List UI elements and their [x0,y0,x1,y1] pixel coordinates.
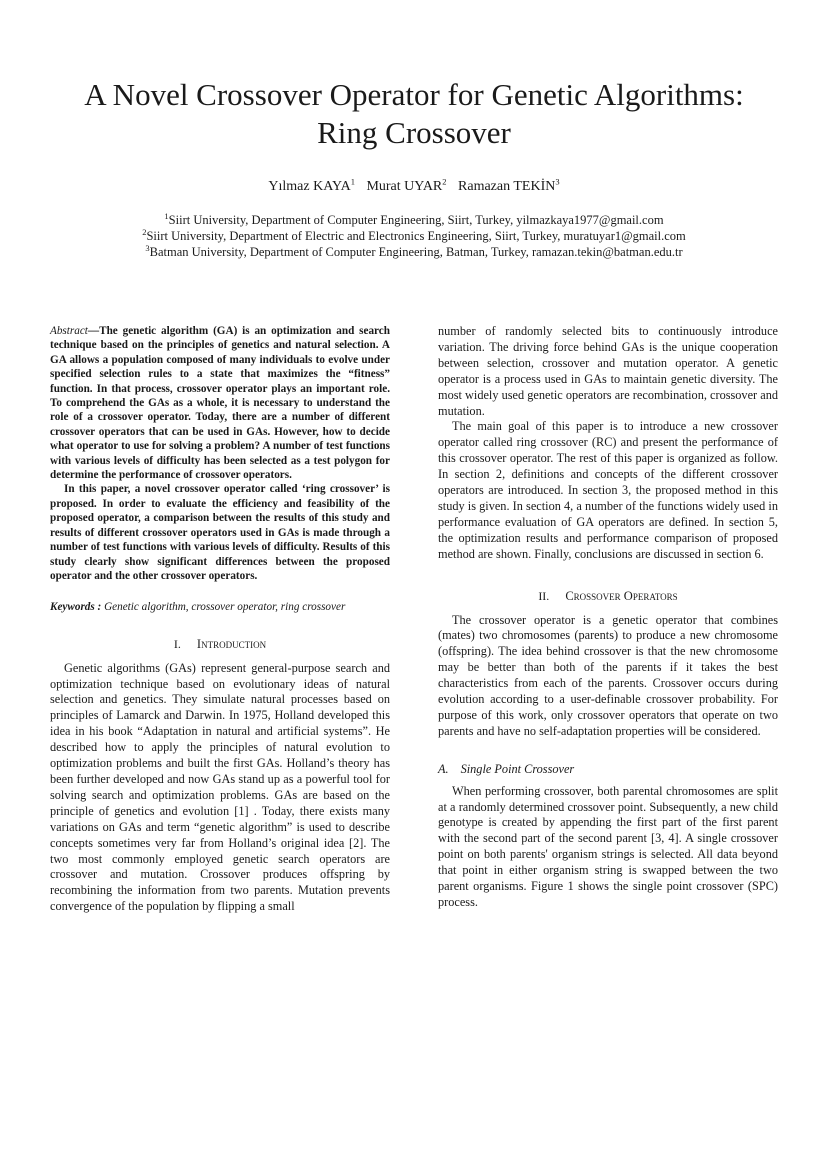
paper-title [0,76,828,152]
keywords-label: Keywords : [50,601,102,614]
paper-title-line-1: A Novel Crossover Operator for Genetic Algorithms: [84,77,744,112]
section-heading: II. Crossover Operators [538,588,678,603]
abstract-paragraph: In this paper, a novel crossover operator called ‘ring crossover’ is proposed. In order to evaluate the efficiency and feasibility of the proposed operator, a comparison between the results of this study and results of different crossover operators used in GAs is made through a number of test functions with various levels of difficulty. Results of this study clearly show significant differences between the proposed operator and the other crossover operators. [50,483,390,582]
affiliations [0,212,828,260]
abstract-label: Abstract [50,325,88,337]
body-paragraph: The main goal of this paper is to introduce a new crossover operator called ring crossover (RC) and present the performance of this crossover operator. The rest of this paper is organized as follow. In section 2, definitions and concepts of the different crossover operators are introduced. In section 3, the proposed method in this study is given. In section 4, a number of the functions widely used in performance evaluation of GA operators are defined. In section 5, the optimization results and performance comparison of proposed method are shown. Finally, conclusions are discussed in section 6. [438,419,778,561]
author-list [0,178,828,196]
right-column [438,324,778,911]
body-paragraph: The crossover operator is a genetic operator that combines (mates) two chromosomes (parents) to produce a new chromosome (offspring). The idea behind crossover is that the new chromosome may be better than both of the parents if it takes the best characteristics from each of the parents. Crossover occurs during evolution according to a user-definable crossover probability. For purpose of this work, only crossover operators that operate on two parents and have no self-adaptation properties will be considered. [438,612,778,738]
abstract-paragraph: Abstract—The genetic algorithm (GA) is an optimization and search technique based on the principles of genetics and natural selection. A GA allows a population composed of many individuals to evolve under specified selection rules to a state that maximizes the “fitness” function. In that process, crossover operator plays an important role. To comprehend the GAs as a whole, it is necessary to understand the role of a crossover operator. Today, there are a number of different crossover operators that can be used in GAs. However, how to decide what operator to use for solving a problem? A number of test functions with various levels of difficulty has been selected as a test polygon for determine the performance of crossover operators. [50,325,390,482]
body-paragraph: When performing crossover, both parental chromosomes are split at a randomly determined crossover point. Subsequently, a new child genotype is created by appending the first part of the first parent with the second part of the second parent [3, 4]. A single crossover point on both parents' organism strings is selected. All data beyond that point in either organism string is swapped between the two parent organisms. Figure 1 shows the single point crossover (SPC) process. [438,783,778,909]
author: Yılmaz KAYA$^1$ [268,176,355,194]
affiliation: $^1$Siirt University, Department of Computer Engineering, Siirt, Turkey, yilmazkaya1977@gmail.com [164,210,664,227]
affiliation: $^2$Siirt University, Department of Electric and Electronics Engineering, Siirt, Turkey, muratuyar1@gmail.com [142,226,686,243]
body-paragraph: Genetic algorithms (GAs) represent general-purpose search and optimization technique based on evolutionary ideas of natural selection and genetics. They simulate natural processes based on principles of Lamarck and Darwin. In 1975, Holland developed this idea in his book “Adaptation in natural and artificial systems”. He described how to apply the principles of natural evolution to optimization problems and built the first GAs. Holland’s theory has been further developed and now GAs stand up as a powerful tool for solving search and optimization problems. GAs are based on the principle of genetics and evolution [1] . Today, there exists many variations on GAs and term “genetic algorithm” is used to describe concepts sometimes very far from Holland’s original idea [2]. The two most commonly employed genetic search operators are crossover and mutation. Crossover produces offspring by recombining the information from two parents. Mutation prevents convergence of the population by flipping a small [50,660,390,914]
author: Ramazan TEKİN$^3$ [458,176,560,194]
left-column [50,324,390,915]
keywords: Keywords : Genetic algorithm, crossover operator, ring crossover [50,601,346,614]
body-paragraph: number of randomly selected bits to continuously introduce variation. The driving force behind GAs is the unique cooperation between selection, crossover and mutation operator. A genetic operator is a process used in GAs to maintain genetic diversity. The most widely used genetic operators are recombination, crossover and mutation. [438,324,778,418]
author: Murat UYAR$^2$ [366,176,447,194]
affiliation: $^3$Batman University, Department of Computer Engineering, Batman, Turkey, ramazan.tekin@batman.edu.tr [145,242,683,259]
section-heading: I. Introduction [173,636,267,651]
paper-title-line-2: Ring Crossover [317,115,511,150]
subsection-heading: A. Single Point Crossover [438,761,575,776]
